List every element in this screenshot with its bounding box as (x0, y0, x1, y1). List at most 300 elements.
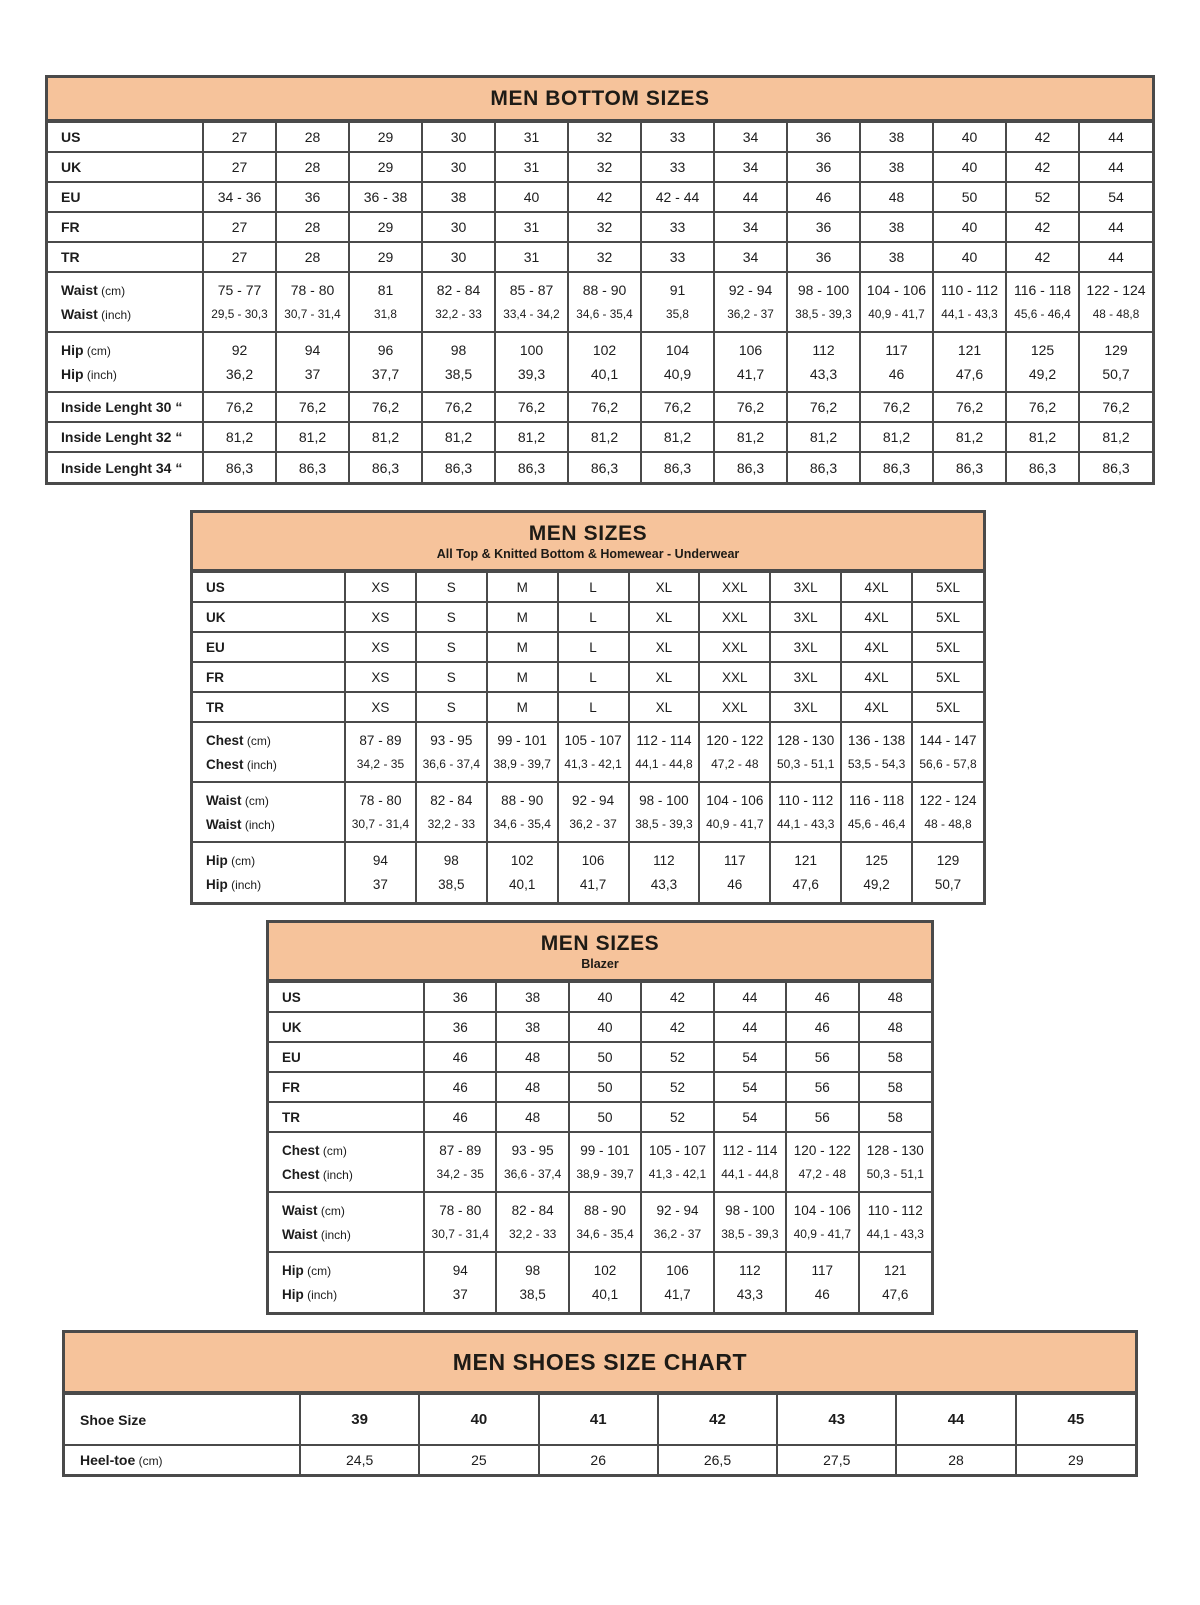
table-row (193, 752, 983, 782)
size-cell: 3XL (770, 602, 841, 632)
size-cell: 33,4 - 34,2 (495, 302, 568, 332)
size-cell: 40,1 (568, 362, 641, 392)
size-cell: 102 (569, 1252, 641, 1282)
size-cell: 54 (1079, 182, 1152, 212)
men-shoes-size-chart-grid (65, 1393, 1135, 1474)
size-cell: 39 (300, 1394, 419, 1445)
size-cell: 32,2 - 33 (422, 302, 495, 332)
size-cell: L (558, 632, 629, 662)
row-label (48, 122, 203, 152)
size-cell: 29 (349, 212, 422, 242)
size-cell: 44 (1079, 212, 1152, 242)
row-label (48, 242, 203, 272)
row-label-text: Waist (282, 1226, 318, 1242)
size-cell: 81,2 (568, 422, 641, 452)
size-cell: 92 - 94 (714, 272, 787, 302)
row-label (269, 1162, 424, 1192)
size-cell: 121 (933, 332, 1006, 362)
size-cell: 36 - 38 (349, 182, 422, 212)
row-label-unit: (inch) (243, 757, 277, 772)
row-label-text: UK (61, 159, 82, 175)
size-cell: 46 (424, 1102, 496, 1132)
row-label-text: Hip (282, 1287, 304, 1302)
size-cell: 34 (714, 212, 787, 242)
size-cell: 45 (1016, 1394, 1135, 1445)
row-label-text: Waist (206, 792, 242, 808)
row-label-text: EU (206, 639, 225, 655)
row-label (193, 572, 345, 602)
size-cell: 31 (495, 152, 568, 182)
size-cell: L (558, 692, 629, 722)
size-cell: 40 (569, 982, 641, 1012)
size-cell: 37 (345, 872, 416, 902)
table-row (48, 242, 1152, 272)
row-label-text: TR (206, 699, 224, 715)
size-cell: 102 (568, 332, 641, 362)
size-cell: 50 (569, 1072, 641, 1102)
size-cell: 47,6 (859, 1282, 931, 1312)
size-cell: 52 (641, 1072, 713, 1102)
size-cell: 86,3 (933, 452, 1006, 482)
size-cell: 86,3 (495, 452, 568, 482)
size-cell: 81,2 (787, 422, 860, 452)
size-cell: 27 (203, 122, 276, 152)
size-cell: 40 (419, 1394, 538, 1445)
size-cell: 128 - 130 (770, 722, 841, 752)
size-cell: 42 (1006, 212, 1079, 242)
size-cell: 40,9 - 41,7 (860, 302, 933, 332)
size-cell: 32 (568, 242, 641, 272)
size-cell: 36 (787, 122, 860, 152)
size-cell: 122 - 124 (912, 782, 983, 812)
size-cell: 42 (1006, 122, 1079, 152)
size-cell: 82 - 84 (496, 1192, 568, 1222)
size-cell: 40,9 (641, 362, 714, 392)
row-label-unit: (cm) (97, 284, 126, 298)
size-cell: 76,2 (787, 392, 860, 422)
row-label-text: Hip (61, 342, 84, 358)
table-row (193, 872, 983, 902)
row-label (48, 302, 203, 332)
table-row (48, 212, 1152, 242)
size-cell: 34,6 - 35,4 (487, 812, 558, 842)
row-label-text: Inside Lenght 34 “ (61, 459, 183, 476)
size-cell: 36 (424, 1012, 496, 1042)
row-label (269, 1042, 424, 1072)
size-cell: 121 (859, 1252, 931, 1282)
table-row (193, 812, 983, 842)
size-cell: 104 (641, 332, 714, 362)
size-cell: 30,7 - 31,4 (345, 812, 416, 842)
size-cell: 117 (786, 1252, 858, 1282)
size-cell: 106 (714, 332, 787, 362)
size-cell: 3XL (770, 632, 841, 662)
size-cell: 36,6 - 37,4 (416, 752, 487, 782)
size-cell: 81,2 (1079, 422, 1152, 452)
row-label (48, 452, 203, 482)
row-label-text: Hip (206, 852, 228, 868)
row-label-unit: (cm) (317, 1203, 345, 1218)
size-cell: 36,2 - 37 (714, 302, 787, 332)
size-cell: 38 (860, 242, 933, 272)
size-cell: 44 (1079, 152, 1152, 182)
row-label-text: Chest (206, 732, 244, 748)
row-label-unit: (cm) (243, 733, 271, 748)
size-cell: 32 (568, 122, 641, 152)
size-cell: 42 (641, 982, 713, 1012)
row-label-unit: (cm) (241, 793, 269, 808)
row-label (193, 722, 345, 752)
size-cell: 40 (933, 212, 1006, 242)
row-label (269, 1222, 424, 1252)
size-cell: 32,2 - 33 (496, 1222, 568, 1252)
size-cell: 39,3 (495, 362, 568, 392)
size-cell: 52 (641, 1042, 713, 1072)
size-cell: 112 (714, 1252, 786, 1282)
row-label-text: TR (61, 249, 80, 265)
size-cell: 3XL (770, 572, 841, 602)
size-cell: 86,3 (641, 452, 714, 482)
size-cell: XS (345, 602, 416, 632)
size-cell: 102 (487, 842, 558, 872)
men-sizes-top-grid (193, 571, 983, 902)
size-cell: 30 (422, 212, 495, 242)
table-row (269, 1222, 931, 1252)
table-title: MEN SIZES (528, 522, 648, 545)
size-cell: XXL (699, 602, 770, 632)
size-cell: 36 (787, 152, 860, 182)
size-cell: 29 (349, 152, 422, 182)
size-cell: 38,9 - 39,7 (569, 1162, 641, 1192)
size-cell: 44 (896, 1394, 1015, 1445)
table-subtitle: All Top & Knitted Bottom & Homewear - Underwear (436, 547, 740, 561)
row-label-text: FR (61, 219, 80, 235)
table-header (48, 78, 1152, 121)
table-row (269, 1042, 931, 1072)
row-label-text: EU (282, 1049, 301, 1065)
size-cell: 46 (786, 982, 858, 1012)
size-cell: 92 (203, 332, 276, 362)
size-cell: 36,2 - 37 (558, 812, 629, 842)
size-cell: 34,6 - 35,4 (569, 1222, 641, 1252)
row-label-text: US (282, 989, 301, 1005)
size-cell: 50 (569, 1042, 641, 1072)
size-cell: XL (629, 602, 700, 632)
row-label (48, 212, 203, 242)
table-row (269, 1162, 931, 1192)
row-label (193, 662, 345, 692)
size-cell: 92 - 94 (558, 782, 629, 812)
size-cell: 81,2 (349, 422, 422, 452)
table-body (269, 981, 931, 1312)
size-cell: XXL (699, 692, 770, 722)
size-cell: 38,5 - 39,3 (787, 302, 860, 332)
size-cell: 76,2 (422, 392, 495, 422)
size-cell: 46 (699, 872, 770, 902)
size-cell: 38,5 (416, 872, 487, 902)
table-row (65, 1394, 1135, 1445)
size-cell: S (416, 662, 487, 692)
size-cell: 38 (860, 212, 933, 242)
size-cell: 56 (786, 1042, 858, 1072)
size-cell: 33 (641, 242, 714, 272)
size-cell: 104 - 106 (786, 1192, 858, 1222)
size-cell: 42 (658, 1394, 777, 1445)
size-cell: 100 (495, 332, 568, 362)
size-cell: 46 (860, 362, 933, 392)
table-header (65, 1333, 1135, 1393)
size-cell: 41,3 - 42,1 (558, 752, 629, 782)
row-label (269, 1012, 424, 1042)
size-cell: 34,2 - 35 (424, 1162, 496, 1192)
size-cell: 46 (787, 182, 860, 212)
table-row (193, 782, 983, 812)
size-cell: 56 (786, 1072, 858, 1102)
row-label-unit: (cm) (227, 853, 256, 868)
size-cell: 76,2 (714, 392, 787, 422)
size-cell: 76,2 (203, 392, 276, 422)
size-cell: 81,2 (1006, 422, 1079, 452)
size-cell: 27 (203, 242, 276, 272)
row-label-text: US (206, 579, 225, 595)
row-label-text: TR (282, 1109, 300, 1125)
table-row (269, 1282, 931, 1312)
size-cell: 93 - 95 (416, 722, 487, 752)
size-cell: 40 (495, 182, 568, 212)
size-cell: 28 (276, 122, 349, 152)
size-cell: 98 - 100 (714, 1192, 786, 1222)
size-cell: S (416, 632, 487, 662)
size-cell: 54 (714, 1072, 786, 1102)
size-cell: 110 - 112 (859, 1192, 931, 1222)
size-cell: 33 (641, 122, 714, 152)
row-label-unit: (cm) (83, 344, 111, 358)
men-shoes-size-chart-table (62, 1330, 1138, 1477)
size-cell: XS (345, 692, 416, 722)
size-cell: 121 (770, 842, 841, 872)
row-label (48, 422, 203, 452)
size-cell: 5XL (912, 602, 983, 632)
row-label (269, 1102, 424, 1132)
table-row (269, 1132, 931, 1162)
size-cell: 112 - 114 (714, 1132, 786, 1162)
size-cell: 76,2 (276, 392, 349, 422)
table-row (48, 332, 1152, 362)
size-cell: 44 (1079, 122, 1152, 152)
size-cell: 110 - 112 (770, 782, 841, 812)
size-cell: 38 (860, 122, 933, 152)
size-cell: 34,6 - 35,4 (568, 302, 641, 332)
size-cell: 4XL (841, 692, 912, 722)
size-cell: 46 (786, 1282, 858, 1312)
size-cell: 112 (629, 842, 700, 872)
size-cell: 28 (276, 152, 349, 182)
size-cell: 120 - 122 (699, 722, 770, 752)
size-cell: 31,8 (349, 302, 422, 332)
size-cell: 104 - 106 (699, 782, 770, 812)
size-cell: 86,3 (1079, 452, 1152, 482)
size-cell: 116 - 118 (1006, 272, 1079, 302)
size-cell: 122 - 124 (1079, 272, 1152, 302)
row-label (193, 752, 345, 782)
size-cell: 117 (860, 332, 933, 362)
table-row (193, 632, 983, 662)
size-cell: 75 - 77 (203, 272, 276, 302)
size-cell: 47,2 - 48 (699, 752, 770, 782)
table-row (269, 1192, 931, 1222)
size-cell: 40 (933, 242, 1006, 272)
size-cell: 105 - 107 (641, 1132, 713, 1162)
table-row (193, 692, 983, 722)
size-cell: 112 (787, 332, 860, 362)
size-cell: 94 (276, 332, 349, 362)
size-cell: 81,2 (495, 422, 568, 452)
row-label (193, 812, 345, 842)
size-cell: 44,1 - 43,3 (859, 1222, 931, 1252)
row-label-unit: (inch) (317, 1227, 351, 1242)
size-cell: 56 (786, 1102, 858, 1132)
size-cell: L (558, 662, 629, 692)
row-label-text: UK (206, 609, 226, 625)
row-label (193, 632, 345, 662)
men-sizes-top-table (190, 510, 986, 905)
size-cell: 38 (860, 152, 933, 182)
table-body (193, 571, 983, 902)
size-cell: 44 (1079, 242, 1152, 272)
size-cell: 76,2 (1079, 392, 1152, 422)
row-label (269, 982, 424, 1012)
size-cell: 117 (699, 842, 770, 872)
size-cell: 58 (859, 1042, 931, 1072)
size-cell: 36 (424, 982, 496, 1012)
table-header (193, 513, 983, 571)
table-row (269, 1072, 931, 1102)
table-row (48, 302, 1152, 332)
size-cell: 4XL (841, 602, 912, 632)
table-row (48, 422, 1152, 452)
table-row (65, 1445, 1135, 1474)
size-cell: 81,2 (860, 422, 933, 452)
size-cell: 27,5 (777, 1445, 896, 1474)
size-cell: 34 (714, 122, 787, 152)
size-cell: 38 (496, 1012, 568, 1042)
size-cell: 43,3 (629, 872, 700, 902)
row-label-unit: (inch) (319, 1167, 353, 1182)
size-cell: XS (345, 632, 416, 662)
size-cell: 33 (641, 152, 714, 182)
row-label-text: FR (282, 1079, 300, 1095)
size-cell: 50,7 (1079, 362, 1152, 392)
size-cell: 86,3 (714, 452, 787, 482)
size-cell: 86,3 (276, 452, 349, 482)
size-cell: M (487, 632, 558, 662)
size-cell: 47,2 - 48 (786, 1162, 858, 1192)
size-cell: 81,2 (422, 422, 495, 452)
size-cell: 37,7 (349, 362, 422, 392)
size-cell: 26 (539, 1445, 658, 1474)
size-cell: 27 (203, 152, 276, 182)
size-cell: 91 (641, 272, 714, 302)
size-cell: 48 (859, 982, 931, 1012)
size-cell: 50 (933, 182, 1006, 212)
size-cell: 33 (641, 212, 714, 242)
size-cell: 48 - 48,8 (1079, 302, 1152, 332)
size-cell: 42 (1006, 242, 1079, 272)
size-cell: 46 (424, 1072, 496, 1102)
size-cell: 38,5 (422, 362, 495, 392)
size-cell: L (558, 602, 629, 632)
size-cell: 98 (416, 842, 487, 872)
size-cell: 29 (349, 242, 422, 272)
size-cell: 44,1 - 44,8 (629, 752, 700, 782)
row-label (269, 1132, 424, 1162)
size-cell: S (416, 692, 487, 722)
size-cell: 56,6 - 57,8 (912, 752, 983, 782)
row-label (193, 602, 345, 632)
size-cell: 48 - 48,8 (912, 812, 983, 842)
size-cell: XXL (699, 572, 770, 602)
men-sizes-blazer-grid (269, 981, 931, 1312)
size-cell: XL (629, 572, 700, 602)
size-cell: XXL (699, 632, 770, 662)
size-cell: 43 (777, 1394, 896, 1445)
row-label (193, 842, 345, 872)
size-cell: 52 (641, 1102, 713, 1132)
size-cell: 82 - 84 (416, 782, 487, 812)
size-cell: 76,2 (641, 392, 714, 422)
men-bottom-sizes-grid (48, 121, 1152, 482)
size-cell: 76,2 (349, 392, 422, 422)
size-cell: 42 (568, 182, 641, 212)
size-cell: 128 - 130 (859, 1132, 931, 1162)
size-cell: 98 - 100 (787, 272, 860, 302)
row-label-text: Waist (206, 816, 242, 832)
size-cell: 49,2 (1006, 362, 1079, 392)
size-cell: 27 (203, 212, 276, 242)
size-cell: 41,7 (558, 872, 629, 902)
row-label-text: Hip (61, 366, 84, 382)
table-row (48, 362, 1152, 392)
size-cell: 44,1 - 43,3 (933, 302, 1006, 332)
size-cell: 34 - 36 (203, 182, 276, 212)
size-cell: 36 (276, 182, 349, 212)
size-cell: 88 - 90 (568, 272, 641, 302)
size-cell: M (487, 662, 558, 692)
size-cell: 47,6 (770, 872, 841, 902)
row-label-unit: (cm) (303, 1263, 332, 1278)
men-sizes-blazer-table (266, 920, 934, 1315)
row-label-text: Waist (61, 306, 98, 322)
size-cell: 81,2 (641, 422, 714, 452)
size-cell: 28 (276, 242, 349, 272)
table-row (269, 1102, 931, 1132)
size-cell: 5XL (912, 572, 983, 602)
size-cell: 47,6 (933, 362, 1006, 392)
row-label-text: Waist (61, 282, 98, 298)
size-cell: 31 (495, 242, 568, 272)
table-body (65, 1393, 1135, 1474)
size-cell: 78 - 80 (276, 272, 349, 302)
men-bottom-sizes-table (45, 75, 1155, 485)
row-label-text: Inside Lenght 30 “ (61, 399, 183, 415)
table-subtitle: Blazer (581, 957, 619, 971)
row-label-text: Chest (282, 1142, 320, 1158)
size-cell: 40,9 - 41,7 (699, 812, 770, 842)
size-cell: 52 (1006, 182, 1079, 212)
size-cell: 4XL (841, 662, 912, 692)
size-cell: 43,3 (787, 362, 860, 392)
size-cell: 32 (568, 152, 641, 182)
